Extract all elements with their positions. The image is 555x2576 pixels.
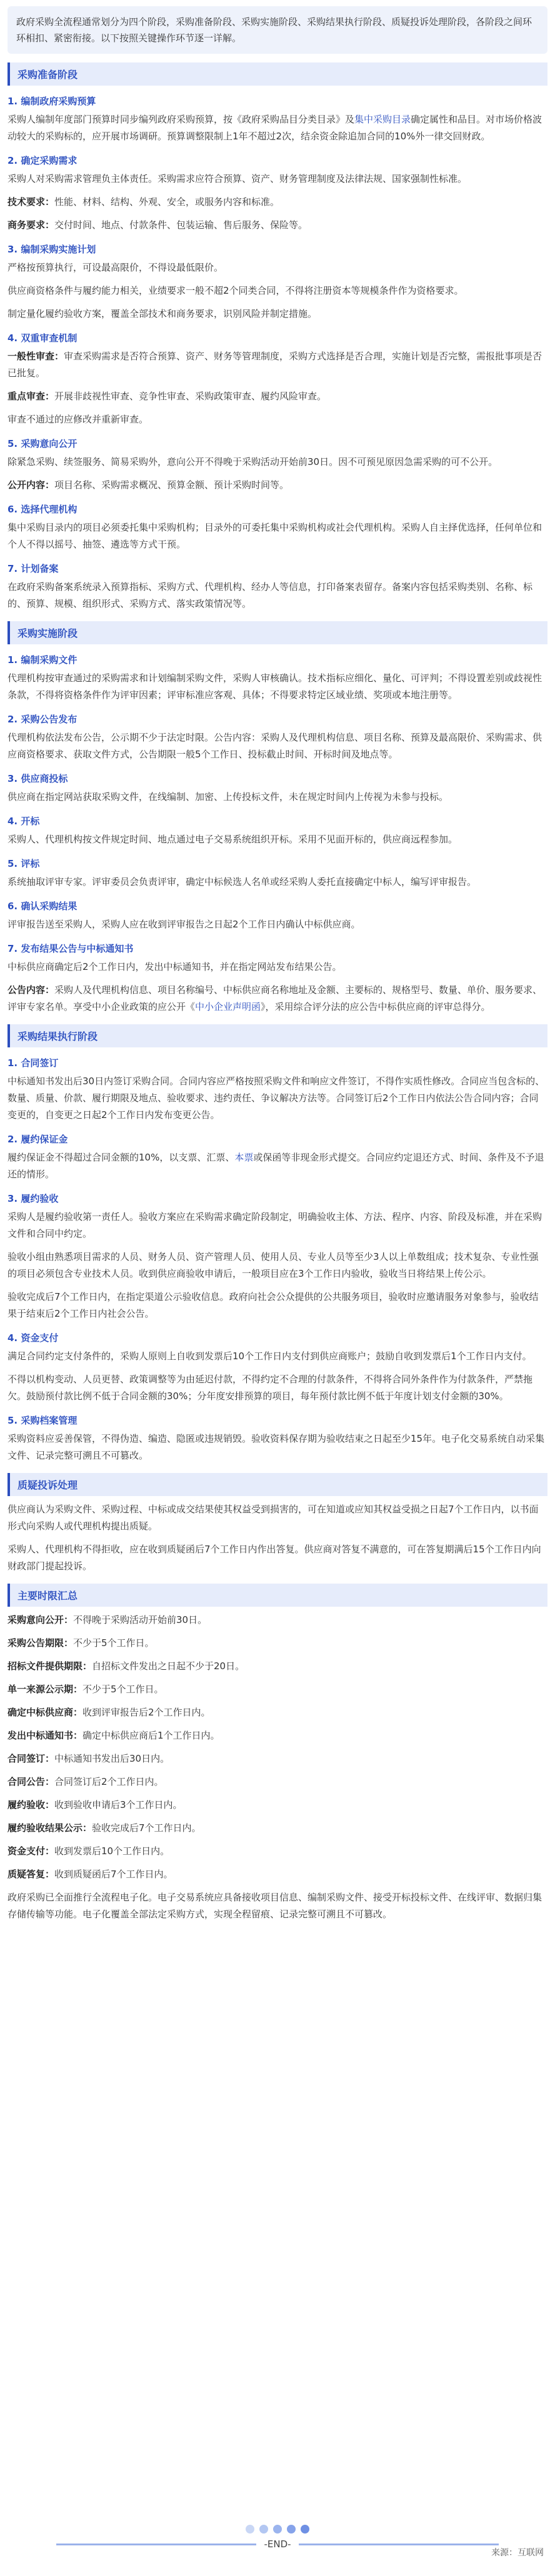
paragraph-text: 不少于5个工作日。 — [73, 1637, 154, 1649]
paragraph-text: 开展非歧视性审查、竞争性审查、采购政策审查、履约风险审查。 — [54, 391, 327, 402]
field-label: 合同签订： — [8, 1753, 55, 1764]
subsection-title: 1. 编制政府采购预算 — [8, 96, 96, 107]
end-marker: -END- — [264, 2539, 291, 2550]
paragraph — [8, 1658, 548, 1675]
paragraph-text: 供应商资格条件与履约能力相关，业绩要求一般不超2个同类合同，不得将注册资本等规模条件作为资格要求。 — [8, 285, 464, 296]
field-label: 资金支付： — [8, 1845, 55, 1857]
field-label: 公告内容： — [8, 984, 55, 996]
paragraph — [8, 194, 548, 211]
paragraph — [8, 306, 548, 322]
paragraph-text: 代理机构按审查通过的采购需求和计划编制采购文件，采购人审核确认。技术指标应细化、量化、可评判；不得设置差别或歧视性条款，不得将资格条件作为评审因素；评审标准应客观、具体；不得要求特定区域业绩、奖项或本地注册等。 — [8, 672, 542, 701]
paragraph — [8, 171, 548, 187]
paragraph — [8, 1612, 548, 1629]
field-label: 单一来源公示期： — [8, 1684, 83, 1695]
paragraph — [8, 1209, 548, 1242]
paragraph-text: 验收小组由熟悉项目需求的人员、财务人员、资产管理人员、使用人员、专业人员等至少3人以上单数组成；技术复杂、专业性强的项目必须包含专业技术人员。收到供应商验收申请后，一般项目应在3个工作日内验收，验收当日将结果上传公示。 — [8, 1251, 539, 1279]
paragraph — [8, 477, 548, 494]
paragraph-text: 性能、材料、结构、外观、安全，或服务内容和标准。 — [54, 196, 280, 207]
paragraph — [8, 789, 548, 806]
paragraph-text: 不少于5个工作日。 — [82, 1684, 164, 1695]
field-label: 合同公告： — [8, 1776, 55, 1787]
paragraph-text: 收到发票后10个工作日内。 — [54, 1845, 170, 1857]
paragraph — [8, 388, 548, 405]
divider-left — [56, 2544, 256, 2545]
divider-right — [299, 2544, 499, 2545]
paragraph-text: 满足合同约定支付条件的，采购人原则上自收到发票后10个工作日内支付到供应商账户；鼓励自收到发票后1个工作日内支付。 — [8, 1350, 532, 1362]
subsection-title: 4. 资金支付 — [8, 1332, 59, 1344]
paragraph — [8, 282, 548, 299]
paragraph-text: 供应商认为采购文件、采购过程、中标或成交结果使其权益受到损害的，可在知道或应知其权益受损之日起7个工作日内，以书面形式向采购人或代理机构提出质疑。 — [8, 1504, 539, 1532]
article — [0, 6, 555, 1923]
paragraph — [8, 1797, 548, 1814]
paragraph — [8, 1348, 548, 1365]
subsection-title: 4. 开标 — [8, 816, 40, 827]
paragraph-text: 收到验收申请后3个工作日内。 — [54, 1799, 182, 1810]
subsection-title: 3. 供应商投标 — [8, 773, 68, 784]
dot-icon — [273, 2525, 282, 2534]
term-link[interactable]: 本票 — [234, 1152, 254, 1163]
paragraph-text: 确定属性和品目。对市场价格波动较大的采购标的，应开展市场调研。预算调整限制上1年不超过2次，结余资金除追加合同的10%外一律交回财政。 — [8, 114, 542, 142]
field-label: 发出中标通知书： — [8, 1730, 83, 1741]
paragraph — [8, 1635, 548, 1652]
paragraph-text: 审查不通过的应修改并重新审查。 — [8, 414, 149, 425]
field-label: 一般性审查： — [8, 351, 64, 362]
paragraph-text: 系统抽取评审专家。评审委员会负责评审，确定中标候选人名单或经采购人委托直接确定中标人，编写评审报告。 — [8, 876, 477, 887]
paragraph — [8, 1430, 548, 1464]
paragraph-text: 制定量化履约验收方案，覆盖全部技术和商务要求，识别风险并制定措施。 — [8, 308, 318, 319]
paragraph — [8, 1371, 548, 1405]
paragraph — [8, 411, 548, 428]
subsection-title: 1. 合同签订 — [8, 1057, 59, 1069]
subsection-title: 3. 编制采购实施计划 — [8, 244, 96, 255]
paragraph — [8, 1073, 548, 1124]
paragraph — [8, 670, 548, 704]
paragraph — [8, 1843, 548, 1860]
paragraph-text: 履约保证金不得超过合同金额的10%，以支票、汇票、 — [8, 1152, 235, 1163]
paragraph-text: 或保函等非现金形式提交。合同应约定退还方式、时间、条件及不予退还的情形。 — [8, 1152, 544, 1180]
paragraph — [8, 519, 548, 553]
paragraph-text: 采购人对采购需求管理负主体责任。采购需求应符合预算、资产、财务管理制度及法律法规、国家强制性标准。 — [8, 173, 468, 184]
paragraph-text: 》，采用综合评分法的应公告中标供应商的评审总得分。 — [261, 1001, 491, 1012]
paragraph — [8, 1541, 548, 1575]
paragraph-text: 集中采购目录内的项目必须委托集中采购机构；目录外的可委托集中采购机构或社会代理机构。采购人自主择优选择，任何单位和个人不得以摇号、抽签、遴选等方式干预。 — [8, 522, 542, 550]
paragraph-text: 不得晚于采购活动开始前30日。 — [73, 1614, 208, 1625]
paragraph-text: 供应商在指定网站获取采购文件，在线编制、加密、上传投标文件，未在规定时间内上传视为未参与投标。 — [8, 791, 449, 802]
paragraph-text: 在政府采购备案系统录入预算指标、采购方式、代理机构、经办人等信息，打印备案表留存。备案内容包括采购类别、名称、标的、预算、规模、组织形式、采购方式、落实政策情况等。 — [8, 581, 533, 609]
footer — [0, 2525, 555, 2562]
paragraph — [8, 1889, 548, 1923]
section-heading: 采购结果执行阶段 — [8, 1024, 548, 1047]
paragraph — [8, 1149, 548, 1183]
paragraph — [8, 1727, 548, 1744]
section-heading: 采购实施阶段 — [8, 621, 548, 644]
dot-icon — [246, 2525, 254, 2534]
paragraph — [8, 874, 548, 891]
subsection-title: 5. 采购意向公开 — [8, 438, 78, 449]
paragraph-text: 中标通知书发出后30日内。 — [54, 1753, 170, 1764]
decorative-dots — [0, 2525, 555, 2534]
section-heading: 质疑投诉处理 — [8, 1473, 548, 1496]
section-heading: 主要时限汇总 — [8, 1584, 548, 1607]
subsection-title: 2. 履约保证金 — [8, 1134, 68, 1145]
paragraph — [8, 1750, 548, 1767]
subsection-title: 6. 确认采购结果 — [8, 901, 78, 912]
subsection-title: 7. 计划备案 — [8, 563, 59, 574]
intro-text: 政府采购全流程通常划分为四个阶段，采购准备阶段、采购实施阶段、采购结果执行阶段、质疑投诉处理阶段，各阶段之间环环相扣、紧密衔接。以下按照关键操作环节逐一详解。 — [16, 16, 532, 44]
paragraph — [8, 1681, 548, 1698]
paragraph — [8, 111, 548, 145]
subsection-title: 3. 履约验收 — [8, 1193, 59, 1204]
source-label: 来源：互联网 — [491, 2548, 544, 2558]
paragraph-text: 确定中标供应商后1个工作日内。 — [82, 1730, 220, 1741]
subsection-title: 6. 选择代理机构 — [8, 504, 78, 515]
field-label: 确定中标供应商： — [8, 1707, 83, 1718]
paragraph-text: 自招标文件发出之日起不少于20日。 — [92, 1660, 245, 1672]
dot-icon — [301, 2525, 309, 2534]
paragraph-text: 评审报告送至采购人，采购人应在收到评审报告之日起2个工作日内确认中标供应商。 — [8, 919, 361, 930]
field-label: 公开内容： — [8, 479, 55, 491]
term-link[interactable]: 集中采购目录 — [354, 114, 411, 125]
end-line — [0, 2539, 555, 2550]
paragraph — [8, 729, 548, 763]
paragraph-text: 中标通知书发出后30日内签订采购合同。合同内容应严格按照采购文件和响应文件签订，不得作实质性修改。合同应当包含标的、数量、质量、价款、履行期限及地点、验收要求、违约责任、争议解决方法等。合同签订后2个工作日内依法公告合同内容；合同变更的，自变更之日起2个工作日内发布变更公告。 — [8, 1076, 545, 1121]
paragraph — [8, 916, 548, 933]
paragraph-text: 验收完成后7个工作日内。 — [92, 1822, 201, 1834]
paragraph-text: 中标供应商确定后2个工作日内，发出中标通知书，并在指定网站发布结果公告。 — [8, 961, 342, 972]
paragraph-text: 代理机构依法发布公告，公示期不少于法定时限。公告内容：采购人及代理机构信息、项目名称、预算及最高限价、采购需求、供应商资格要求、获取文件方式，公告期限一般5个工作日、投标截止时间、开标时间及地点等。 — [8, 732, 542, 760]
paragraph-text: 收到评审报告后2个工作日内。 — [82, 1707, 211, 1718]
field-label: 采购公告期限： — [8, 1637, 74, 1649]
paragraph-text: 采购资料应妥善保管，不得伪造、编造、隐匿或违规销毁。验收资料保存期为验收结束之日起至少15年。电子化交易系统自动采集文件、记录完整可溯且不可篡改。 — [8, 1433, 545, 1461]
paragraph-text: 审查采购需求是否符合预算、资产、财务等管理制度，采购方式选择是否合理，实施计划是否完整，需报批事项是否已批复。 — [8, 351, 542, 379]
paragraph — [8, 959, 548, 976]
paragraph-text: 交付时间、地点、付款条件、包装运输、售后服务、保险等。 — [54, 219, 308, 231]
paragraph — [8, 831, 548, 848]
paragraph — [8, 348, 548, 382]
subsection-title: 5. 采购档案管理 — [8, 1415, 78, 1426]
paragraph — [8, 982, 548, 1016]
paragraph-text: 收到质疑函后7个工作日内。 — [54, 1869, 173, 1880]
subsection-title: 2. 采购公告发布 — [8, 714, 78, 725]
paragraph — [8, 1704, 548, 1721]
paragraph-text: 采购人、代理机构不得拒收，应在收到质疑函后7个工作日内作出答复。供应商对答复不满意的，可在答复期满后15个工作日内向财政部门提起投诉。 — [8, 1544, 541, 1572]
paragraph-text: 不得以机构变动、人员更替、政策调整等为由延迟付款，不得约定不合理的付款条件，不得将合同外条件作为付款条件，严禁拖欠。鼓励预付款比例不低于合同金额的30%；分年度安排预算的项目，每年预付款比例不低于年度计划支付金额的30%。 — [8, 1374, 533, 1402]
paragraph — [8, 1774, 548, 1790]
paragraph-text: 采购人是履约验收第一责任人。验收方案应在采购需求确定阶段制定，明确验收主体、方法、程序、内容、阶段及标准，并在采购文件和合同中约定。 — [8, 1211, 542, 1239]
intro-box — [8, 6, 548, 54]
paragraph — [8, 259, 548, 276]
subsection-title: 4. 双重审查机制 — [8, 332, 78, 344]
subsection-title: 2. 确定采购需求 — [8, 155, 78, 166]
subsection-title: 1. 编制采购文件 — [8, 654, 78, 666]
term-link[interactable]: 中小企业声明函 — [195, 1001, 261, 1012]
field-label: 质疑答复： — [8, 1869, 55, 1880]
dot-icon — [287, 2525, 296, 2534]
subsection-title: 7. 发布结果公告与中标通知书 — [8, 943, 134, 954]
paragraph-text: 政府采购已全面推行全流程电子化。电子交易系统应具备接收项目信息、编制采购文件、接受开标投标文件、在线评审、数据归集存储传输等功能。电子化覆盖全部法定采购方式，实现全程留痕、记录完整可溯且不可篡改。 — [8, 1892, 542, 1920]
field-label: 商务要求： — [8, 219, 55, 231]
field-label: 招标文件提供期限： — [8, 1660, 92, 1672]
paragraph-text: 采购人、代理机构按文件规定时间、地点通过电子交易系统组织开标。采用不见面开标的，供应商远程参加。 — [8, 834, 458, 845]
paragraph-text: 验收完成后7个工作日内，在指定渠道公示验收信息。政府向社会公众提供的公共服务项目，验收时应邀请服务对象参与，验收结果于结束后2个工作日内社会公告。 — [8, 1291, 539, 1319]
paragraph — [8, 217, 548, 234]
paragraph — [8, 1289, 548, 1322]
article-content — [8, 62, 548, 1923]
field-label: 采购意向公开： — [8, 1614, 74, 1625]
paragraph — [8, 579, 548, 612]
paragraph — [8, 1820, 548, 1837]
paragraph-text: 采购人编制年度部门预算时同步编列政府采购预算，按《政府采购品目分类目录》及 — [8, 114, 355, 125]
dot-icon — [259, 2525, 268, 2534]
paragraph-text: 采购人及代理机构信息、项目名称编号、中标供应商名称地址及金额、主要标的、规格型号、数量、单价、服务要求、评审专家名单。享受中小企业政策的应公开《 — [8, 984, 542, 1012]
paragraph-text: 除紧急采购、续签服务、简易采购外，意向公开不得晚于采购活动开始前30日。因不可预见原因急需采购的可不公开。 — [8, 456, 498, 467]
paragraph-text: 项目名称、采购需求概况、预算金额、预计采购时间等。 — [54, 479, 289, 491]
paragraph — [8, 1249, 548, 1282]
field-label: 重点审查： — [8, 391, 55, 402]
paragraph-text: 严格按预算执行，可设最高限价，不得设最低限价。 — [8, 262, 224, 273]
field-label: 履约验收结果公示： — [8, 1822, 92, 1834]
section-heading: 采购准备阶段 — [8, 62, 548, 86]
paragraph — [8, 1501, 548, 1535]
field-label: 技术要求： — [8, 196, 55, 207]
subsection-title: 5. 评标 — [8, 858, 40, 869]
paragraph — [8, 1866, 548, 1883]
paragraph-text: 合同签订后2个工作日内。 — [54, 1776, 164, 1787]
field-label: 履约验收： — [8, 1799, 55, 1810]
paragraph — [8, 454, 548, 471]
